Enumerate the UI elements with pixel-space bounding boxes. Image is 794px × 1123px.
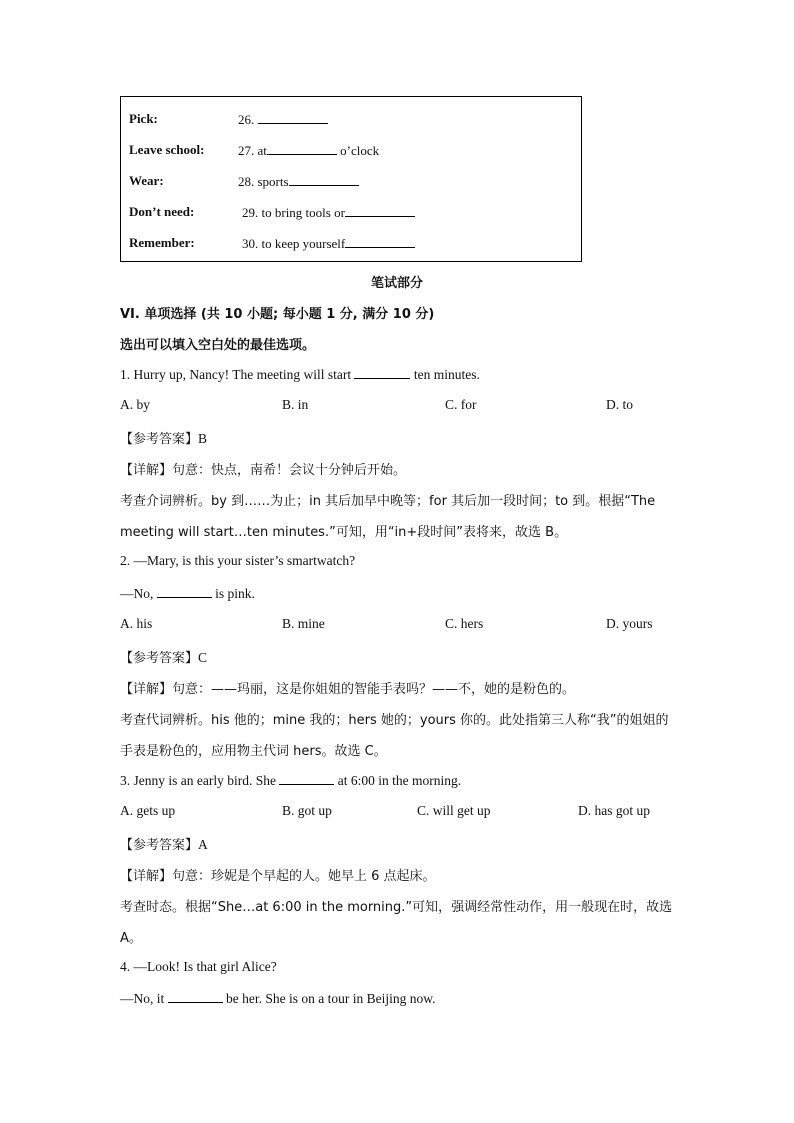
answer-value: B [198, 431, 208, 446]
answer-1 [120, 428, 207, 447]
answer-value: A [198, 837, 208, 852]
question-text: —No, it [120, 991, 165, 1006]
option-c: C. hers [445, 616, 484, 631]
answer-blank [345, 204, 415, 217]
question-text-end: at 6:00 in the morning. [334, 773, 462, 788]
part-heading: VI. 单项选择 (共 10 小题; 每小题 1 分, 满分 10 分) [120, 307, 435, 322]
analysis-2b: 手表是粉色的，应用物主代词 hers。故选 C。 [120, 744, 387, 759]
notice-table [120, 96, 582, 262]
answer-blank [345, 235, 415, 248]
question-text-end: ten minutes. [410, 367, 480, 382]
detail-label: 【详解】 [120, 869, 173, 884]
option-d: D. to [606, 397, 633, 412]
answer-blank [258, 111, 328, 124]
question-1 [120, 366, 480, 383]
answer-label: 【参考答案】 [120, 432, 199, 447]
row-value [238, 173, 359, 190]
question-text-end: be her. She is on a tour in Beijing now. [222, 991, 436, 1006]
question-text: —No, [120, 586, 154, 601]
answer-blank [168, 990, 223, 1003]
row-prefix: 26. [238, 112, 258, 127]
detail-label: 【详解】 [120, 463, 173, 478]
row-value [238, 111, 328, 128]
detail-text: 句意：——玛丽，这是你姐姐的智能手表吗？——不，她的是粉色的。 [172, 682, 576, 697]
row-value [242, 235, 415, 252]
row-value [238, 142, 379, 159]
row-prefix: 28. sports [238, 174, 289, 189]
detail-label: 【详解】 [120, 682, 173, 697]
row-prefix: 27. at [238, 143, 267, 158]
question-text: 1. Hurry up, Nancy! The meeting will start [120, 367, 352, 382]
row-value [242, 204, 415, 221]
option-b: B. in [282, 397, 309, 412]
question-3 [120, 772, 461, 789]
detail-2 [120, 678, 575, 697]
option-a: A. his [120, 616, 153, 631]
option-b: B. mine [282, 616, 325, 631]
analysis-3b: A。 [120, 931, 142, 946]
instruction: 选出可以填入空白处的最佳选项。 [120, 338, 316, 353]
answer-label: 【参考答案】 [120, 651, 199, 666]
answer-label: 【参考答案】 [120, 838, 199, 853]
row-label: Leave school: [129, 142, 205, 157]
answer-blank [354, 366, 410, 379]
question-2-reply [120, 585, 255, 602]
detail-text: 句意：快点，南希！会议十分钟后开始。 [172, 463, 407, 478]
question-text-end: is pink. [211, 586, 255, 601]
answer-blank [157, 585, 212, 598]
question-2: 2. —Mary, is this your sister’s smartwatch? [120, 553, 356, 568]
option-c: C. will get up [417, 803, 491, 818]
detail-text: 句意：珍妮是个早起的人。她早上 6 点起床。 [172, 869, 436, 884]
detail-1 [120, 459, 406, 478]
answer-blank [289, 173, 359, 186]
row-label: Don’t need: [129, 204, 195, 219]
question-4-reply [120, 990, 436, 1007]
option-a: A. gets up [120, 803, 176, 818]
answer-value: C [198, 650, 208, 665]
answer-blank [267, 142, 337, 155]
section-title: 笔试部分 [370, 276, 423, 291]
analysis-3a: 考查时态。根据“She…at 6:00 in the morning.”可知，强调经常性动作，用一般现在时，故选 [120, 900, 673, 915]
analysis-1b: meeting will start…ten minutes.”可知，用“in+段时间”表将来，故选 B。 [120, 525, 568, 540]
option-d: D. yours [606, 616, 653, 631]
option-d: D. has got up [578, 803, 650, 818]
row-suffix: o’clock [336, 143, 380, 158]
option-c: C. for [445, 397, 477, 412]
question-4: 4. —Look! Is that girl Alice? [120, 959, 277, 974]
question-text: 3. Jenny is an early bird. She [120, 773, 276, 788]
row-label: Wear: [129, 173, 164, 188]
row-label: Pick: [129, 111, 158, 126]
answer-2 [120, 647, 207, 666]
detail-3 [120, 865, 436, 884]
analysis-1a: 考查介词辨析。by 到……为止；in 其后加早中晚等；for 其后加一段时间；to 到。根据“The [120, 494, 656, 509]
option-b: B. got up [282, 803, 332, 818]
analysis-2a: 考查代词辨析。his 他的；mine 我的；hers 她的；yours 你的。此处指第三人称“我”的姐姐的 [120, 713, 669, 728]
row-label: Remember: [129, 235, 195, 250]
answer-blank [279, 772, 334, 785]
answer-3 [120, 834, 208, 853]
row-prefix: 30. to keep yourself [242, 236, 346, 251]
option-a: A. by [120, 397, 150, 412]
row-prefix: 29. to bring tools or [242, 205, 345, 220]
